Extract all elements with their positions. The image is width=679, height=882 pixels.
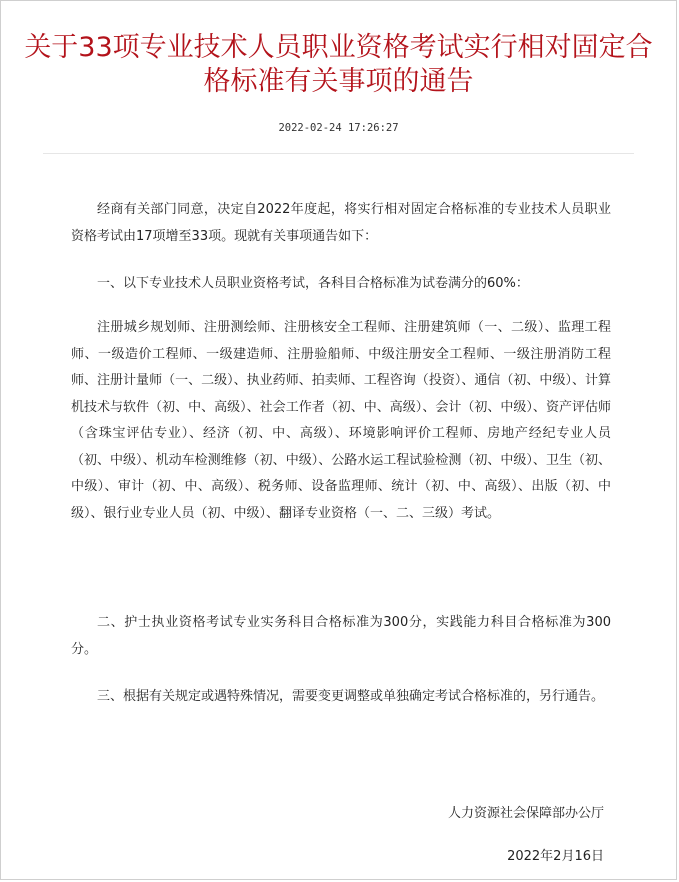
publish-timestamp: 2022-02-24 17:26:27: [278, 122, 399, 134]
item-three-paragraph: 三、根据有关规定或遇特殊情况，需要变更调整或单独确定考试合格标准的，另行通告。: [97, 689, 605, 704]
issuer-signature: 人力资源社会保障部办公厅: [447, 806, 604, 821]
issue-date: 2022年2月16日: [507, 849, 604, 864]
intro-paragraph: 经商有关部门同意，决定自2022年度起，将实行相对固定合格标准的专业技术人员职业资格考试由17项增至33项。现就有关事项通告如下：: [71, 202, 611, 244]
title-divider: [43, 153, 634, 154]
page-title: 关于33项专业技术人员职业资格考试实行相对固定合格标准有关事项的通告: [24, 32, 653, 97]
item-one-paragraph: 一、以下专业技术人员职业资格考试，各科目合格标准为试卷满分的60%：: [97, 276, 529, 291]
item-two-paragraph: 二、护士执业资格考试专业实务科目合格标准为300分，实践能力科目合格标准为300分。: [71, 615, 611, 657]
exam-list-paragraph: 注册城乡规划师、注册测绘师、注册核安全工程师、注册建筑师（一、二级）、监理工程师、一级造价工程师、一级建造师、注册验船师、中级注册安全工程师、一级注册消防工程师、注册计量师（一、二级）、执业药师、拍卖师、工程咨询（投资）、通信（初、中级）、计算机技术与软件（初、中、高级）、社会工作者（初、中、高级）、会计（初、中级）、资产评估师（含珠宝评估专业）、经济（初、中、高级）、环境影响评价工程师、房地产经纪专业人员（初、中级）、机动车检测维修（初、中级）、公路水运工程试验检测（初、中级）、卫生（初、中级）、审计（初、中、高级）、税务师、设备监理师、统计（初、中、高级）、出版（初、中级）、银行业专业人员（初、中级）、翻译专业资格（一、二、三级）考试。: [71, 320, 611, 521]
